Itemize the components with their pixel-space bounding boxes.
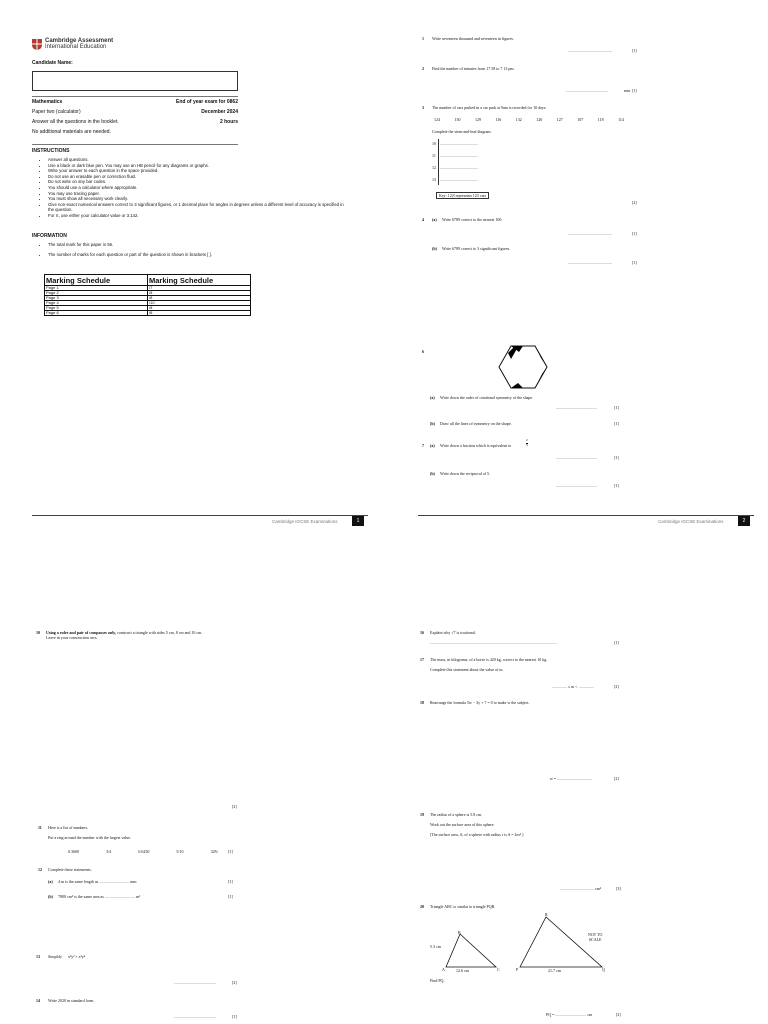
q3-mark: [2] xyxy=(632,200,637,205)
q19-answer-line: .................................. cm² xyxy=(560,886,602,891)
q16-text2: is irrational. xyxy=(456,630,476,635)
q4a-mark: [1] xyxy=(632,231,637,236)
footer-text: Cambridge IGCSE Examinations xyxy=(658,519,724,524)
q10-bold: Using a ruler and pair of compasses only, xyxy=(46,630,117,635)
side-length: 5.3 cm xyxy=(430,944,441,949)
q1-mark: [1] xyxy=(632,48,637,53)
q1-text: Write seventeen thousand and seventeen in figures. xyxy=(432,36,514,41)
similar-triangles-diagram xyxy=(426,912,626,972)
vertex-label: C xyxy=(497,967,500,972)
data-value: 132 xyxy=(515,117,522,122)
vertex-label: R xyxy=(545,912,548,917)
q7b-text: Write down the reciprocal of 5. xyxy=(440,471,491,476)
stem: 10 xyxy=(432,141,436,146)
instruction-item: • Do not write on any bar codes. xyxy=(48,179,348,185)
q18-answer-line: w = ................................... xyxy=(550,776,593,781)
q6b-text: Draw all the lines of symmetry on the shape. xyxy=(440,421,512,426)
question-number: 16 xyxy=(420,630,424,635)
marking-header-2: Marking Schedule xyxy=(148,275,251,286)
q18-line xyxy=(430,700,530,705)
question-number: 1 xyxy=(422,36,424,41)
footer-rule xyxy=(32,515,368,516)
row-page: Page 4 xyxy=(45,301,148,306)
row-marks: /8 xyxy=(148,291,251,296)
q3-key: Key: 12|3 represents 123 cars xyxy=(436,192,489,199)
stem: 13 xyxy=(432,177,436,182)
q18-expression: 5w − 3y + 7 = 0 xyxy=(466,700,493,705)
value-option[interactable]: 0.3600 xyxy=(68,849,79,854)
row-marks: /8 xyxy=(148,306,251,311)
duration: 2 hours xyxy=(219,119,238,125)
question-number: 12 xyxy=(38,867,42,872)
row-page: Page 3 xyxy=(45,296,148,301)
q12b-mark: [1] xyxy=(228,894,233,899)
not-to-scale-line2: SCALE xyxy=(588,937,602,942)
answer-instruction: Answer all the questions in the booklet. xyxy=(32,119,119,125)
q7a-fraction xyxy=(526,439,528,447)
data-value: 114 xyxy=(618,117,624,122)
page-1 xyxy=(32,34,372,530)
paper: Paper two (calculator) xyxy=(32,109,81,115)
page-4: 16 Explain why √7 is irrational. ............................................................................................................................... [1] 17 The mass, m kilograms, of a horse is 420 kg, correct to the nearest 10 kg. Complete this statement about the value of m. ............... ≤ m < ............... [2] 18 Rearrange the formula 5w − 3y + 7 = 0 to make w the subject. w = ................................... [2] 19 The radius of a sphere is 5.8 cm. Work out the surface area of this sphere. [The surface area, A, of a sphere with radius r is A = 4πr².] .................................. cm² [3] 20 Triangle ABC is similar to triangle PQR. A B C P Q R 5.3 cm 12.6 cm 21.7 cm NOT TO SCALE Find PQ. PQ = ............................... cm [2] xyxy=(418,628,758,1024)
part-label: (a) xyxy=(48,879,53,884)
q18-mark: [2] xyxy=(614,776,619,781)
part-label: (b) xyxy=(432,246,437,251)
instruction-item: • You should use a calculator where appropriate. xyxy=(48,185,348,191)
not-to-scale-line1: NOT TO xyxy=(588,932,603,937)
q16-expression: √7 xyxy=(451,630,456,635)
footer-text: Cambridge IGCSE Examinations xyxy=(272,519,338,524)
table-row xyxy=(45,311,251,316)
row-marks: /8 xyxy=(148,296,251,301)
q2-unit: min xyxy=(624,88,631,93)
question-number: 19 xyxy=(420,812,424,817)
q19-instruction: Work out the surface area of this sphere. xyxy=(430,822,495,827)
information-heading: INFORMATION xyxy=(32,233,67,239)
q6a-text: Write down the order of rotational symmetry of the shape. xyxy=(440,395,534,400)
data-value: 118 xyxy=(597,117,604,122)
question-number: 10 xyxy=(36,630,40,635)
stem: 12 xyxy=(432,165,436,170)
q12a-text: 4 m is the same length as xyxy=(58,879,99,884)
stem-leaf-diagram[interactable]: 10 ...................................... 11 ...................................... 12 ...................................... 13 ...................................... xyxy=(432,139,502,187)
question-number: 4 xyxy=(422,217,424,222)
marking-schedule-table xyxy=(44,274,251,316)
q13-expression: x³y² × x²y⁴ xyxy=(68,954,86,959)
q11-instruction: Put a ring around the number with the largest value. xyxy=(48,835,132,840)
q20-answer-line: PQ = ............................... cm xyxy=(546,1012,593,1017)
q11-mark: [1] xyxy=(228,849,233,854)
q17-inequality: ≤ m < xyxy=(568,684,578,689)
q16-mark: [1] xyxy=(614,640,619,645)
data-value: 120 xyxy=(536,117,543,122)
row-marks: /8 xyxy=(148,311,251,316)
q17-instruction: Complete this statement about the value of m. xyxy=(430,667,504,672)
q19-formula: [The surface area, A, of a sphere with radius r is A = 4πr².] xyxy=(430,832,524,837)
question-number: 17 xyxy=(420,657,424,662)
row-marks: /10 xyxy=(148,301,251,306)
q3-data-list xyxy=(434,117,624,122)
q17-mark: [2] xyxy=(614,684,619,689)
instruction-item: • Give non-exact numerical answers correct to 3 significant figures, or 1 decimal place for angles in degrees unless a different level of accuracy is specified in the question. xyxy=(48,202,348,213)
page-2: 1 Write seventeen thousand and seventeen in figures. ............................................ [1] 2 Find the number of minutes from 17 58 to 7 13 pm. .......................................... min [1] 3 The number of cars parked in a car park at 9am is recorded for 10 days. 124 130 129 116 132 120 127 107 118 114 Complete the stem-and-leaf diagram. 10 ...................................... 11 ...................................... 12 ...................................... 13 ...................................... Key: 12|3 represents 123 cars [2] 4 (a) Write 6789 correct to the nearest 100. ............................................ [1] (b) Write 6789 correct to 3 significant figures. ............................................ [1] 6 (a) Write down the order of rotational symmetry of the shape. ......................................... [1] (b) Draw all the lines of symmetry on the shape. [1] 7 (a) Write down a fraction which is equivalent to $\frac{2}{3}$ ......................................... [1] (b) Write down the reciprocal of 5. ......................................... [1] Cambridge IGCSE Examinations 2 xyxy=(418,34,758,530)
value-option[interactable]: 3/4 xyxy=(106,849,112,854)
q12b-unit: m² xyxy=(135,894,141,899)
instruction-item: • Answer all questions. xyxy=(48,157,348,163)
q19-unit: cm² xyxy=(595,886,602,891)
q20-unit: cm xyxy=(587,1012,593,1017)
candidate-name-field[interactable] xyxy=(32,71,238,91)
vertex-label: P xyxy=(516,967,519,972)
q10-mark: [2] xyxy=(232,804,237,809)
q17-answer-line: ............... ≤ m < ............... xyxy=(552,684,594,689)
q14-text: Write 2020 in standard form. xyxy=(48,998,95,1003)
data-value: 129 xyxy=(474,117,481,122)
q18-text: Rearrange the formula xyxy=(430,700,466,705)
candidate-label: Candidate Name: xyxy=(32,60,73,66)
side-length: 21.7 cm xyxy=(548,968,561,973)
side-length: 12.6 cm xyxy=(456,968,469,973)
instructions-list xyxy=(38,157,348,219)
q18-text2: to make w the subject. xyxy=(493,700,530,705)
q4a-text: Write 6789 correct to the nearest 100. xyxy=(442,217,503,222)
instruction-item: • You may use tracing paper. xyxy=(48,191,348,197)
row-page: Page 2 xyxy=(45,291,148,296)
page-number: 2 xyxy=(738,516,750,526)
question-number: 2 xyxy=(422,66,424,71)
vertex-label: B xyxy=(458,930,461,935)
q12a-mark: [1] xyxy=(228,879,233,884)
q12b-text: 7800 cm² is the same area as xyxy=(58,894,104,899)
logo-line2: International Education xyxy=(45,44,107,50)
q13-mark: [2] xyxy=(232,980,237,985)
data-value: 124 xyxy=(434,117,440,122)
footer-rule xyxy=(418,515,754,516)
question-number: 13 xyxy=(36,954,40,959)
q6b-mark: [1] xyxy=(614,421,619,426)
q12a-line: 4 m is the same length as .............................. mm xyxy=(58,879,137,884)
data-value: 116 xyxy=(495,117,502,122)
instruction-item: • Do not use an erasable pen or correction fluid. xyxy=(48,174,348,180)
fraction-numerator: 2 xyxy=(526,438,528,442)
instruction-item: • For π, use either your calculator value or 3.142. xyxy=(48,213,348,219)
vertex-label: Q xyxy=(602,967,605,972)
q17-text: The mass, m kilograms, of a horse is 420 kg, correct to the nearest 10 kg. xyxy=(430,657,548,662)
q4b-text: Write 6789 correct to 3 significant figures. xyxy=(442,246,511,251)
q2-mark: [1] xyxy=(632,88,637,93)
q11-text: Here is a list of numbers. xyxy=(48,825,89,830)
q4b-mark: [1] xyxy=(632,260,637,265)
part-label: (a) xyxy=(432,217,437,222)
cambridge-logo xyxy=(32,38,122,52)
q2-text: Find the number of minutes from 17 58 to 7 13 pm. xyxy=(432,66,515,71)
question-number: 6 xyxy=(422,349,424,354)
q16-text: Explain why xyxy=(430,630,451,635)
data-value: 127 xyxy=(556,117,563,122)
q20-mark: [2] xyxy=(616,1012,621,1017)
q19-text: The radius of a sphere is 5.8 cm. xyxy=(430,812,483,817)
instruction-item: • Write your answer to each question in the space provided. xyxy=(48,168,348,174)
q7b-mark: [1] xyxy=(614,483,619,488)
value-option[interactable]: 0.6250 xyxy=(138,849,150,854)
q16-line xyxy=(430,630,476,635)
exam-title: End of year exam for 0862 xyxy=(176,99,238,105)
q3-instruction: Complete the stem-and-leaf diagram. xyxy=(432,129,492,134)
row-marks: /7 xyxy=(148,286,251,291)
q18-answer-label: w = xyxy=(550,776,557,781)
question-number: 7 xyxy=(422,443,424,448)
logo-line1: Cambridge Assessment xyxy=(45,38,114,44)
stem: 11 xyxy=(432,153,436,158)
q20-find: Find PQ. xyxy=(430,978,445,983)
information-item: • The number of marks for each question or part of the question is shown in brackets [ ]. xyxy=(48,252,348,258)
hexagon-shape xyxy=(498,344,548,390)
subject: Mathematics xyxy=(32,99,63,105)
page-number: 1 xyxy=(352,516,364,526)
information-list xyxy=(38,242,348,257)
q11-values xyxy=(68,849,218,854)
question-number: 14 xyxy=(36,998,40,1003)
q14-mark: [1] xyxy=(232,1014,237,1019)
question-number: 3 xyxy=(422,105,424,110)
part-label: (b) xyxy=(48,894,53,899)
q12a-unit: mm xyxy=(130,879,137,884)
q7a-mark: [1] xyxy=(614,455,619,460)
q6a-mark: [1] xyxy=(614,405,619,410)
question-number: 20 xyxy=(420,904,424,909)
q12b-line: 7800 cm² is the same area as .............................. m² xyxy=(58,894,141,899)
q7a-text: Write down a fraction which is equivalent to xyxy=(440,443,512,448)
row-page: Page 1 xyxy=(45,286,148,291)
question-number: 11 xyxy=(38,825,42,830)
marking-header-1: Marking Schedule xyxy=(45,275,148,286)
row-page: Page 6 xyxy=(45,311,148,316)
q10-text2: Leave in your construction arcs. xyxy=(46,635,98,640)
q20-answer-label: PQ = xyxy=(546,1012,555,1017)
row-page: Page 5 xyxy=(45,306,148,311)
question-number: 18 xyxy=(420,700,424,705)
not-to-scale-note xyxy=(588,932,602,942)
part-label: (b) xyxy=(430,471,435,476)
vertex-label: A xyxy=(442,967,445,972)
q20-text: Triangle ABC is similar to triangle PQR. xyxy=(430,904,496,909)
value-option[interactable]: 5/10 xyxy=(176,849,184,854)
materials: No additional materials are needed. xyxy=(32,129,111,135)
exam-date: December 2024 xyxy=(201,109,238,115)
q12-text: Complete these statements. xyxy=(48,867,92,872)
q19-mark: [3] xyxy=(616,886,621,891)
fraction-denominator: 3 xyxy=(526,442,528,447)
data-value: 130 xyxy=(454,117,461,122)
information-item: • The total mark for this paper is 56. xyxy=(48,242,348,248)
q3-text: The number of cars parked in a car park at 9am is recorded for 10 days. xyxy=(432,105,547,110)
instruction-item: • Use a black or dark blue pen. You may use an HB pencil for any diagrams or graphs. xyxy=(48,163,348,169)
part-label: (a) xyxy=(430,395,435,400)
q10-body: construct a triangle with sides 5 cm, 8 cm and 10 cm. xyxy=(117,630,203,635)
data-value: 107 xyxy=(577,117,584,122)
part-label: (a) xyxy=(430,443,435,448)
instructions-heading: INSTRUCTIONS xyxy=(32,148,70,154)
page-3: 10 Using a ruler and pair of compasses only, construct a triangle with sides 5 cm, 8 cm and 10 cm. Leave in your construction arcs. [2] 11 Here is a list of numbers. Put a ring around the number with the largest value. 0.3600 3/4 0.6250 5/10 32% [1] 12 Complete these statements. (a) 4 m is the same length as .............................. mm [1] (b) 7800 cm² is the same area as .............................. m² [1] 13 Simplify x³y² × x²y⁴ .......................................... [2] 14 Write 2020 in standard form. .......................................... [1] xyxy=(32,628,372,1024)
instruction-item: • You must show all necessary work clearly. xyxy=(48,196,348,202)
q13-text: Simplify xyxy=(48,954,63,959)
value-option[interactable]: 32% xyxy=(210,849,218,854)
crest-icon xyxy=(32,39,42,50)
part-label: (b) xyxy=(430,421,435,426)
